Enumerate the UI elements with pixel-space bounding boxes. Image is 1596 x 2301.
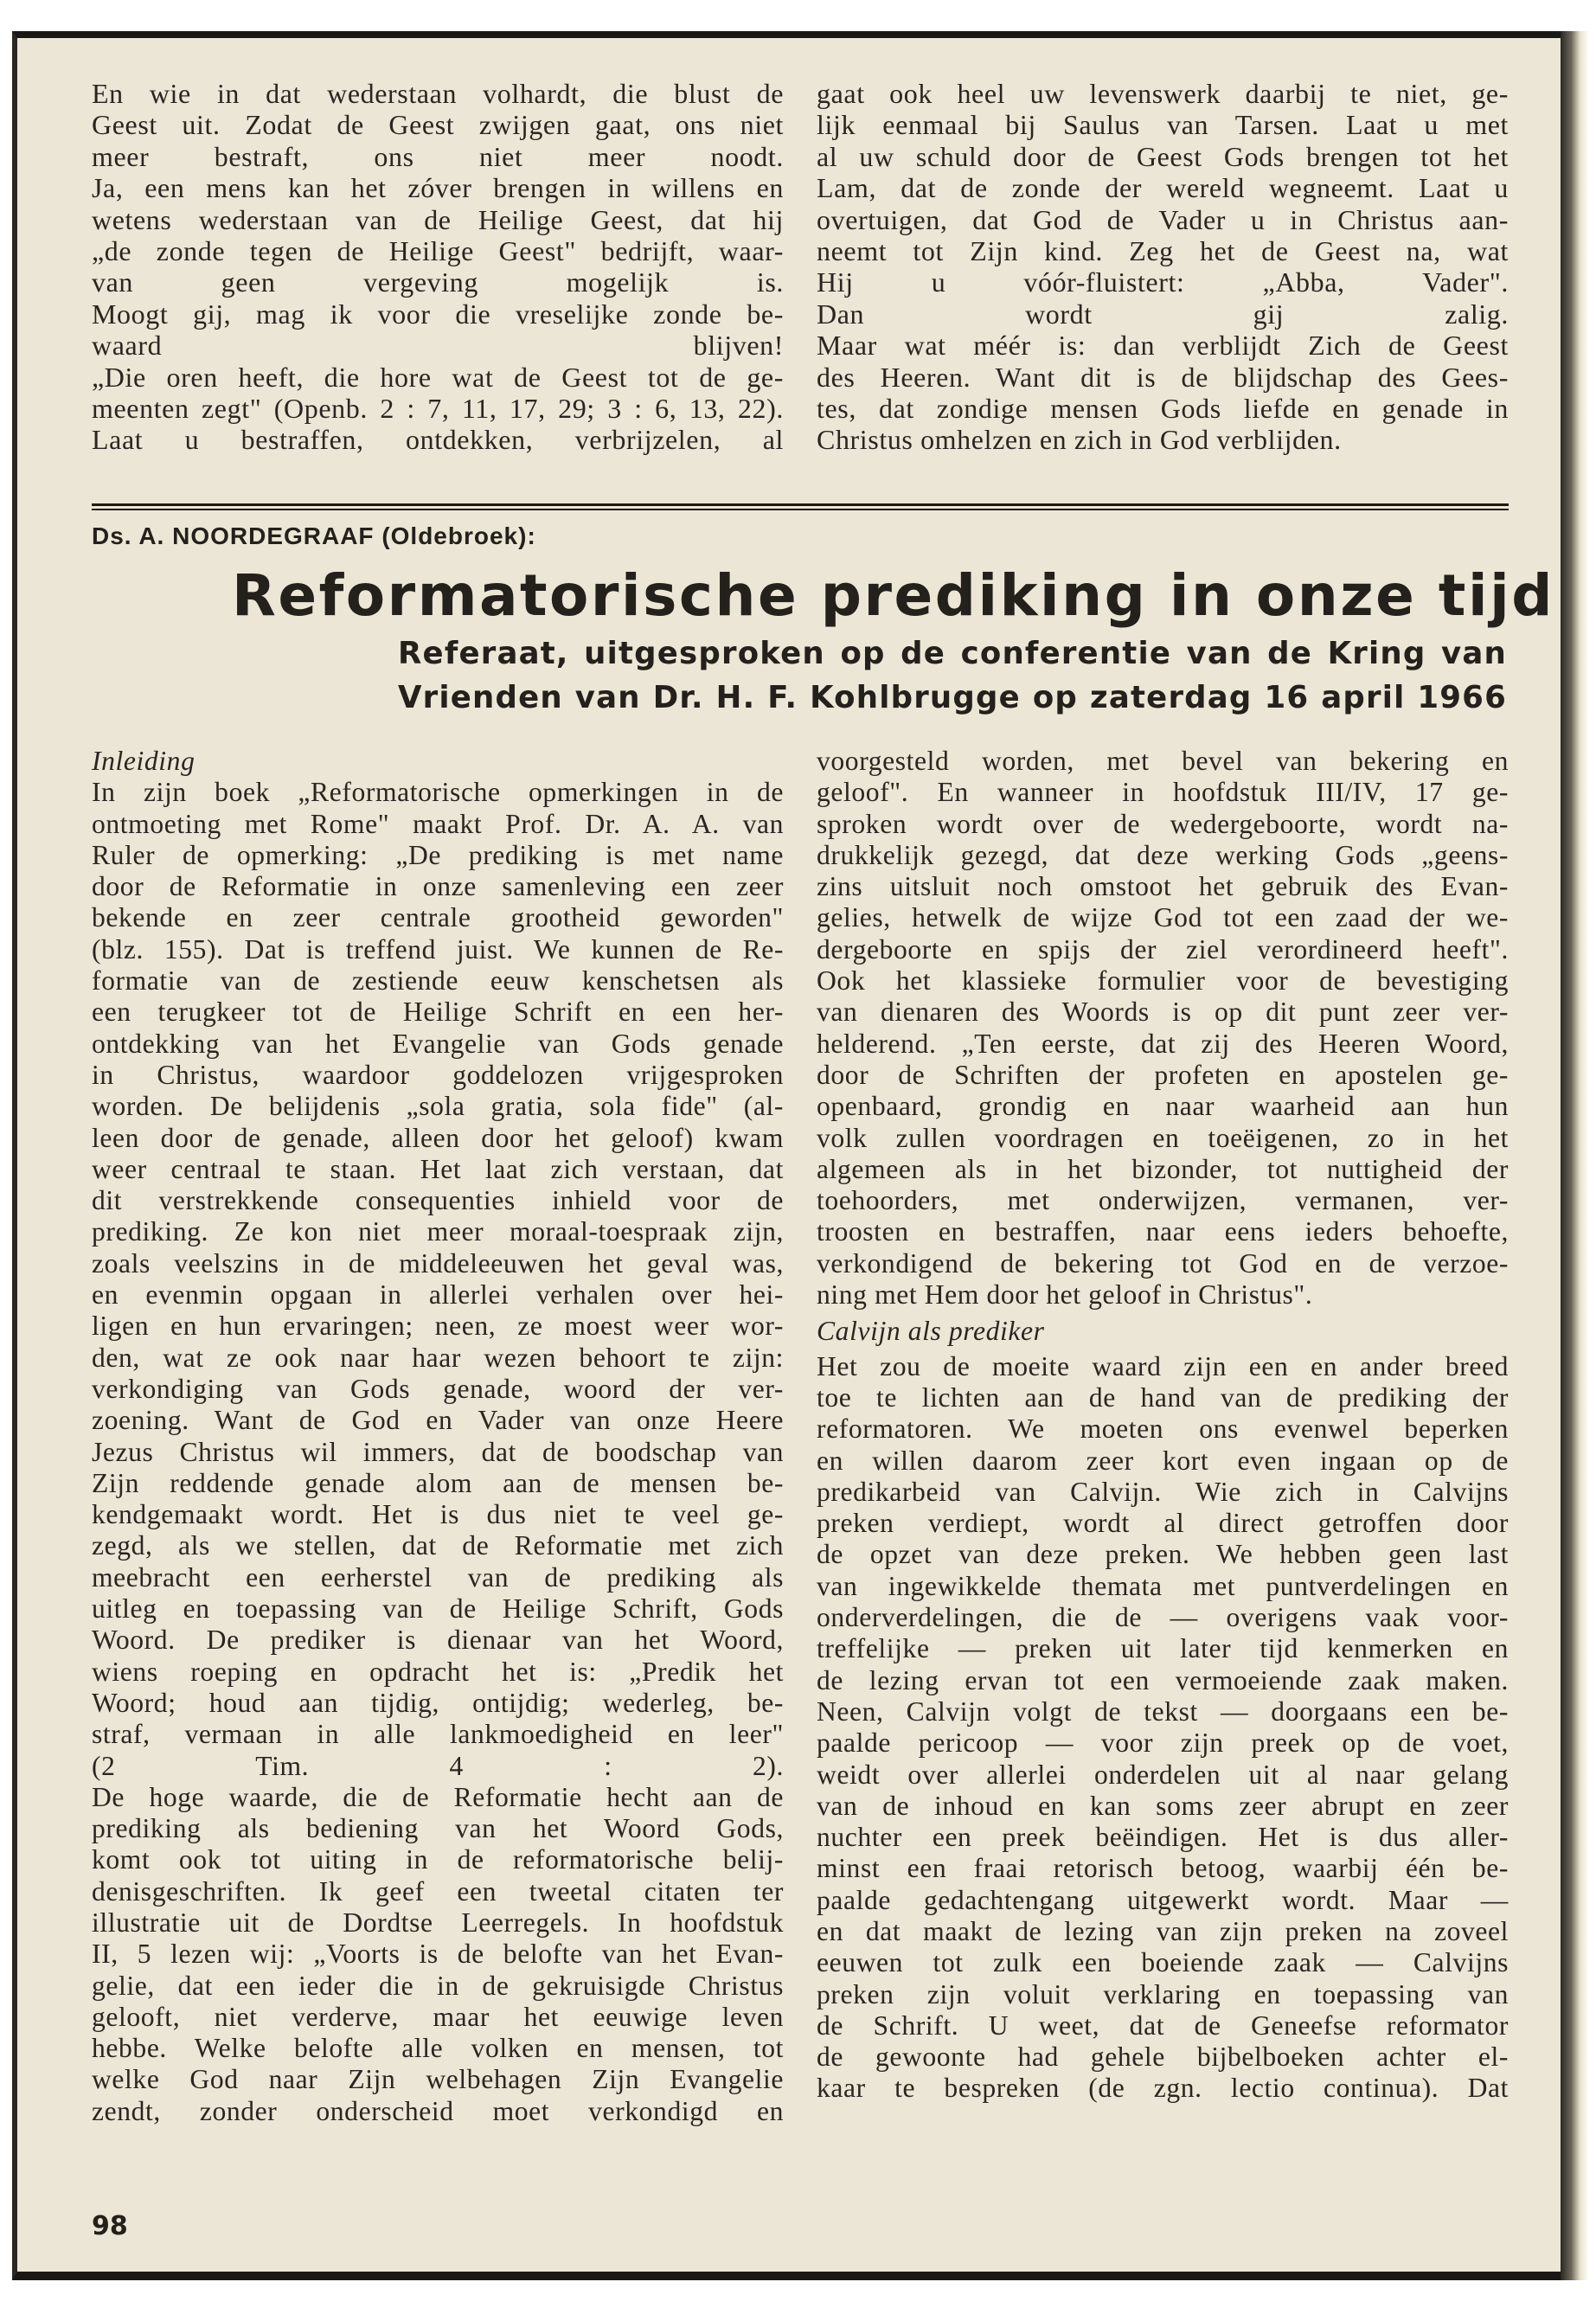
- text-line: paalde pericoop — voor zijn preek op de voet,: [817, 1727, 1509, 1759]
- text-line: zendt, zonder onderscheid moet verkondigd en: [92, 2095, 784, 2126]
- text-line: gelooft, niet verderve, maar het eeuwige leven: [92, 2001, 784, 2032]
- text-line: troosten en bestraffen, naar eens ieders behoefte,: [817, 1216, 1509, 1247]
- text-line: bekende en zeer centrale grootheid geworden": [92, 902, 784, 933]
- text-line: des Heeren. Want dit is de blijdschap des Gees-: [817, 361, 1509, 393]
- text-line: openbaard, grondig en naar waarheid aan hun: [817, 1091, 1509, 1122]
- text-line: Geest uit. Zodat de Geest zwijgen gaat, ons niet: [92, 109, 784, 141]
- body-right-text-a: [817, 746, 1509, 1311]
- text-line: Jezus Christus wil immers, dat de boodschap van: [92, 1436, 784, 1467]
- text-line: paalde gedachtengang uitgewerkt wordt. Maar —: [817, 1884, 1509, 1915]
- text-line: formatie van de zestiende eeuw kenschetsen als: [92, 965, 784, 997]
- text-line: nuchter een preek beëindigen. Het is dus aller-: [817, 1822, 1509, 1853]
- body-left-text: [92, 777, 784, 2127]
- text-line: overtuigen, dat God de Vader u in Christus aan-: [817, 203, 1509, 235]
- text-line: van de inhoud en kan soms zeer abrupt en zeer: [817, 1790, 1509, 1821]
- text-line: Moogt gij, mag ik voor die vreselijke zonde be-: [92, 298, 784, 330]
- text-line: ontdekking van het Evangelie van Gods genade: [92, 1028, 784, 1059]
- text-line: dergeboorte en spijs der ziel verordineerd heeft".: [817, 933, 1509, 965]
- text-line: den, wat ze ook naar haar wezen behoort te zijn:: [92, 1342, 784, 1373]
- text-line: II, 5 lezen wij: „Voorts is de belofte van het Evan-: [92, 1939, 784, 1970]
- author-line: Ds. A. NOORDEGRAAF (Oldebroek):: [92, 522, 536, 549]
- text-line: door de Schriften der profeten en apostelen ge-: [817, 1059, 1509, 1090]
- text-line: Neen, Calvijn volgt de tekst — doorgaans een be-: [817, 1695, 1509, 1727]
- text-line: Ook het klassieke formulier voor de bevestiging: [817, 965, 1509, 997]
- text-line: uitleg en toepassing van de Heilige Schrift, Gods: [92, 1593, 784, 1625]
- text-line: en dat maakt de lezing van zijn preken na zoveel: [817, 1915, 1509, 1946]
- article-subtitle: Referaat, uitgesproken op de conferentie van de Kring van Vrienden van Dr. H. F. Kohlbrugge op zaterdag 16 april 1966: [398, 636, 1507, 715]
- text-line: geloof". En wanneer in hoofdstuk III/IV, 17 ge-: [817, 777, 1509, 808]
- top-right-column: [817, 78, 1509, 519]
- text-line: preken zijn voluit verklaring en toepassing van: [817, 1978, 1509, 2009]
- text-line: dit verstrekkende consequenties inhield voor de: [92, 1185, 784, 1216]
- top-left-column: [92, 78, 784, 519]
- text-line: Lam, dat de zonde der wereld wegneemt. Laat u: [817, 172, 1509, 204]
- text-line: Het zou de moeite waard zijn een en ander breed: [817, 1350, 1509, 1381]
- text-line: sproken wordt over de wedergeboorte, wordt na-: [817, 808, 1509, 839]
- text-line: lijk eenmaal bij Saulus van Tarsen. Laat u met: [817, 109, 1509, 141]
- text-line: gelie, dat een ieder die in de gekruisigde Christus: [92, 1970, 784, 2001]
- text-line: ning met Hem door het geloof in Christus".: [817, 1279, 1313, 1311]
- text-line: prediking als bediening van het Woord Gods,: [92, 1813, 784, 1844]
- text-line: neemt tot Zijn kind. Zeg het de Geest na, wat: [817, 235, 1509, 267]
- body-left-column: [92, 746, 784, 2127]
- text-line: kendgemaakt wordt. Het is dus niet te veel ge-: [92, 1499, 784, 1530]
- text-line: ligen en hun ervaringen; neen, ze moest weer wor-: [92, 1311, 784, 1342]
- text-line: van dienaren des Woords is op dit punt zeer ver-: [817, 997, 1509, 1028]
- text-line: preken verdiept, wordt al direct getroffen door: [817, 1508, 1509, 1539]
- text-line: zoening. Want de God en Vader van onze Heere: [92, 1405, 784, 1436]
- text-line: „de zonde tegen de Heilige Geest" bedrijft, waar-: [92, 235, 784, 267]
- text-line: komt ook tot uiting in de reformatorische belij-: [92, 1844, 784, 1875]
- text-line: Ja, een mens kan het zóver brengen in willens en: [92, 172, 784, 204]
- page-number: 98: [92, 2211, 128, 2241]
- text-line: verkondiging van Gods genade, woord der ver-: [92, 1373, 784, 1404]
- text-line: in Christus, waardoor goddelozen vrijgesproken: [92, 1059, 784, 1090]
- text-line: de Schrift. U weet, dat de Geneefse reformator: [817, 2009, 1509, 2041]
- text-line: denisgeschriften. Ik geef een tweetal citaten ter: [92, 1875, 784, 1907]
- text-line: zins uitsluit noch omstoot het gebruik des Evan-: [817, 871, 1509, 902]
- text-line: voorgesteld worden, met bevel van bekering en: [817, 746, 1509, 776]
- text-line: tes, dat zondige mensen Gods liefde en genade in: [817, 393, 1509, 425]
- text-line: en willen daarom zeer kort even ingaan op de: [817, 1445, 1509, 1476]
- section-heading-inleiding: Inleiding: [92, 746, 195, 776]
- text-line: zegd, als we stellen, dat de Reformatie met zich: [92, 1530, 784, 1561]
- text-line: en evenmin opgaan in allerlei verhalen over hei-: [92, 1279, 784, 1311]
- text-line: reformatoren. We moeten ons evenwel beperken: [817, 1413, 1509, 1445]
- text-line: Christus omhelzen en zich in God verblijden.: [817, 424, 1342, 456]
- text-line: verkondigend de bekering tot God en de verzoe-: [817, 1247, 1509, 1279]
- text-line: volk zullen voordragen en toeëigenen, zo in het: [817, 1122, 1509, 1153]
- text-line: ontmoeting met Rome" maakt Prof. Dr. A. A. van: [92, 808, 784, 839]
- text-line: door de Reformatie in onze samenleving een zeer: [92, 871, 784, 902]
- section-heading-calvijn: Calvijn als prediker: [817, 1316, 1045, 1347]
- text-line: welke God naar Zijn welbehagen Zijn Evangelie: [92, 2064, 784, 2095]
- text-line: En wie in dat wederstaan volhardt, die blust de: [92, 78, 784, 109]
- text-line: Woord; houd aan tijdig, ontijdig; wederleg, be-: [92, 1687, 784, 1718]
- text-line: Woord. De prediker is dienaar van het Woord,: [92, 1625, 784, 1656]
- text-line: de lezing ervan tot een vermoeiende zaak maken.: [817, 1664, 1509, 1695]
- text-line: gaat ook heel uw levenswerk daarbij te niet, ge-: [817, 78, 1509, 109]
- text-line: wiens roeping en opdracht het is: „Predik het: [92, 1656, 784, 1687]
- text-line: predikarbeid van Calvijn. Wie zich in Calvijns: [817, 1476, 1509, 1507]
- text-line: hebbe. Welke belofte alle volken en mensen, tot: [92, 2033, 784, 2064]
- text-line: De hoge waarde, die de Reformatie hecht aan de: [92, 1781, 784, 1812]
- text-line: Laat u bestraffen, ontdekken, verbrijzelen, al: [92, 424, 784, 456]
- text-line: eeuwen tot zulk een boeiende zaak — Calvijns: [817, 1947, 1509, 1978]
- text-line: de opzet van deze preken. We hebben geen last: [817, 1539, 1509, 1570]
- text-line: van ingewikkelde themata met puntverdelingen en: [817, 1570, 1509, 1601]
- text-line: worden. De belijdenis „sola gratia, sola fide" (al-: [92, 1091, 784, 1122]
- text-line: waard blijven!: [92, 330, 784, 362]
- article-title: Reformatorische prediking in onze tijd: [232, 562, 1554, 629]
- text-line: meer bestraft, ons niet meer noodt.: [92, 140, 784, 172]
- text-line: meenten zegt" (Openb. 2 : 7, 11, 17, 29; 3 : 6, 13, 22).: [92, 393, 784, 425]
- text-line: Dan wordt gij zalig.: [817, 298, 1509, 330]
- text-line: prediking. Ze kon niet meer moraal-toespraak zijn,: [92, 1216, 784, 1247]
- text-line: Maar wat méér is: dan verblijdt Zich de Geest: [817, 330, 1509, 362]
- text-line: Zijn reddende genade alom aan de mensen be-: [92, 1467, 784, 1498]
- text-line: van geen vergeving mogelijk is.: [92, 266, 784, 298]
- text-line: treffelijke — preken uit later tijd kenmerken en: [817, 1633, 1509, 1664]
- text-line: meebracht een eerherstel van de prediking als: [92, 1561, 784, 1593]
- binding-edge: [1561, 31, 1596, 2280]
- text-line: algemeen als in het bizonder, tot nuttigheid der: [817, 1153, 1509, 1184]
- text-line: (2 Tim. 4 : 2).: [92, 1750, 784, 1781]
- text-line: toehoorders, met onderwijzen, vermanen, ver-: [817, 1185, 1509, 1216]
- body-right-text-b: [817, 1351, 1509, 2105]
- text-line: illustratie uit de Dordtse Leerregels. In hoofdstuk: [92, 1907, 784, 1938]
- text-line: wetens wederstaan van de Heilige Geest, dat hij: [92, 203, 784, 235]
- body-right-column: [817, 746, 1509, 2105]
- text-line: helderend. „Ten eerste, dat zij des Heeren Woord,: [817, 1028, 1509, 1059]
- text-line: onderverdelingen, die de — overigens vaak voor-: [817, 1602, 1509, 1633]
- text-line: een terugkeer tot de Heilige Schrift en een her-: [92, 997, 784, 1028]
- text-line: gelies, hetwelk de wijze God tot een zaad der we-: [817, 902, 1509, 933]
- text-line: toe te lichten aan de hand van de prediking der: [817, 1381, 1509, 1413]
- text-line: In zijn boek „Reformatorische opmerkingen in de: [92, 777, 784, 808]
- text-line: minst een fraai retorisch betoog, waarbij één be-: [817, 1853, 1509, 1884]
- text-line: „Die oren heeft, die hore wat de Geest tot de ge-: [92, 361, 784, 393]
- text-line: (blz. 155). Dat is treffend juist. We kunnen de Re-: [92, 933, 784, 965]
- text-line: Ruler de opmerking: „De prediking is met name: [92, 839, 784, 870]
- text-line: weer centraal te staan. Het laat zich verstaan, dat: [92, 1153, 784, 1184]
- text-line: weidt over allerlei onderdelen uit al naar gelang: [817, 1759, 1509, 1790]
- text-line: leen door de genade, alleen door het geloof) kwam: [92, 1122, 784, 1153]
- section-divider: [92, 503, 1509, 510]
- text-line: de gewoonte had gehele bijbelboeken achter el-: [817, 2041, 1509, 2073]
- text-line: al uw schuld door de Geest Gods brengen tot het: [817, 140, 1509, 172]
- text-line: Hij u vóór-fluistert: „Abba, Vader".: [817, 266, 1509, 298]
- text-line: straf, vermaan in alle lankmoedigheid en leer": [92, 1719, 784, 1750]
- text-line: drukkelijk gezegd, dat deze werking Gods „geens-: [817, 839, 1509, 870]
- text-line: zoals veelszins in de middeleeuwen het geval was,: [92, 1247, 784, 1279]
- text-line: kaar te bespreken (de zgn. lectio continua). Dat: [817, 2073, 1509, 2104]
